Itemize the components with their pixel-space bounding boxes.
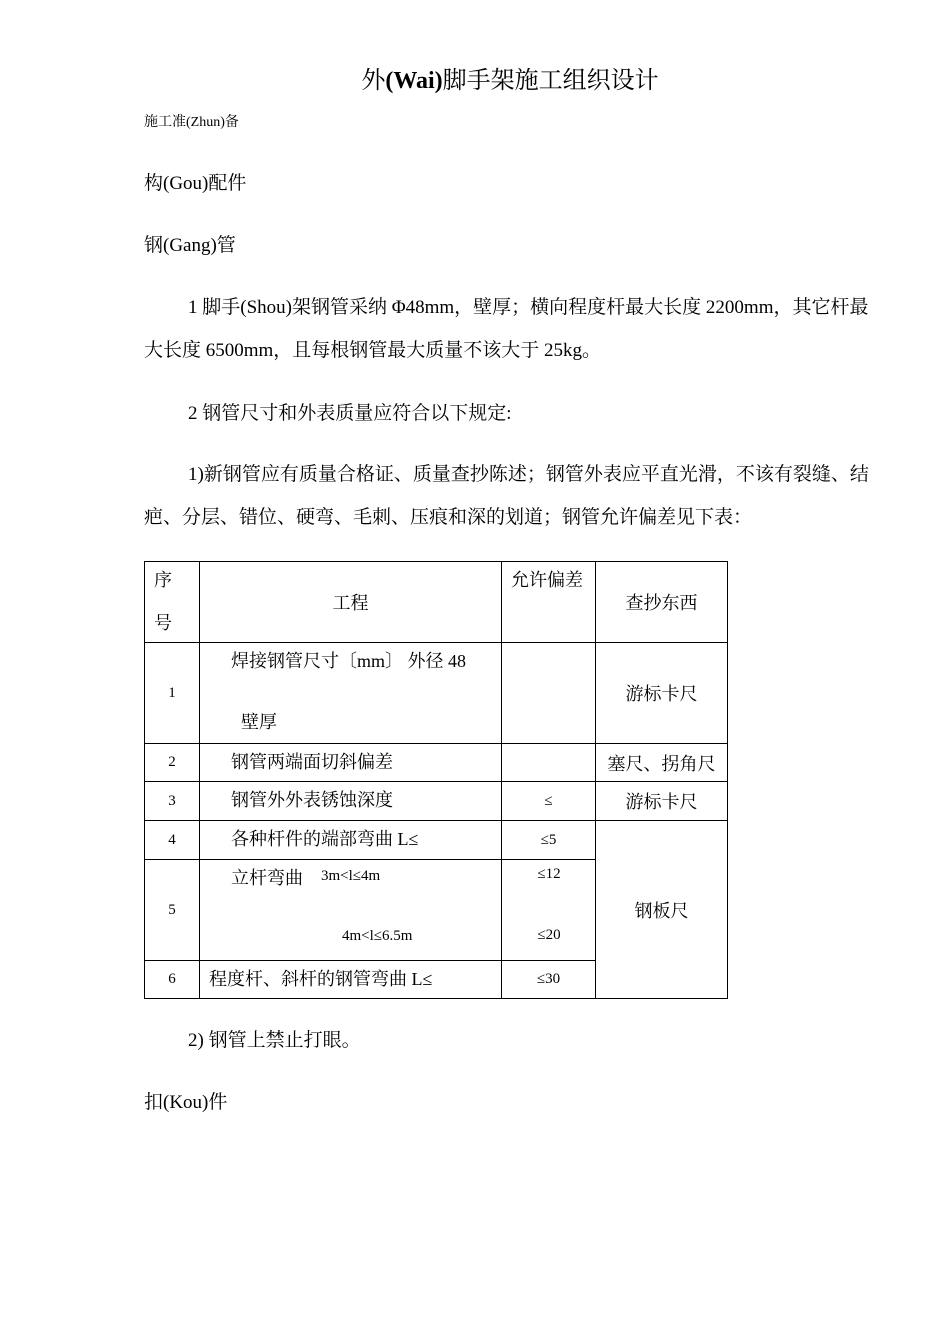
section-components: 构(Gou)配件 <box>144 173 247 194</box>
table-row <box>145 821 728 860</box>
row-tolerance <box>502 643 596 744</box>
row-item: 钢管两端面切斜偏差 <box>200 744 502 782</box>
row-item: 立杆弯曲 3m<l≤4m 4m<l≤6.5m <box>200 860 502 961</box>
table-row <box>145 782 728 821</box>
header-check-tool: 查抄东西 <box>596 562 728 643</box>
document-title: 外(Wai)脚手架施工组织设计 <box>361 68 659 94</box>
row-seq: 2 <box>145 744 200 782</box>
row-check-tool: 钢板尺 <box>596 821 728 999</box>
row-item: 钢管外外表锈蚀深度 <box>200 782 502 821</box>
row-item: 程度杆、斜杆的钢管弯曲 L≤ <box>200 961 502 999</box>
row-seq: 3 <box>145 782 200 821</box>
section-construction-prep: 施工准(Zhun)备 <box>144 115 239 130</box>
row-tolerance: ≤ <box>502 782 596 821</box>
row-check-tool: 游标卡尺 <box>596 643 728 744</box>
row-seq: 5 <box>145 860 200 961</box>
row-tolerance: ≤5 <box>502 821 596 860</box>
header-item: 工程 <box>200 562 502 643</box>
row-check-tool: 游标卡尺 <box>596 782 728 821</box>
row-item: 焊接钢管尺寸〔mm〕 外径 48 壁厚 <box>200 643 502 744</box>
paragraph-1-line-1: 1 脚手(Shou)架钢管采纳 Φ48mm，壁厚；横向程度杆最大长度 2200mm，其它杆最 <box>188 297 869 318</box>
row-tolerance: ≤30 <box>502 961 596 999</box>
table-row <box>145 643 728 744</box>
header-seq: 序 号 <box>145 562 200 643</box>
paragraph-3-line-2: 疤、分层、错位、硬弯、毛刺、压痕和深的划道；钢管允许偏差见下表： <box>144 507 753 528</box>
header-tolerance: 允许偏差 <box>502 562 596 643</box>
pipe-tolerance-table <box>144 561 728 999</box>
section-clamp: 扣(Kou)件 <box>144 1092 228 1113</box>
row-item: 各种杆件的端部弯曲 L≤ <box>200 821 502 860</box>
table-header-row <box>145 562 728 643</box>
row-seq: 1 <box>145 643 200 744</box>
row-tolerance: ≤12 ≤20 <box>502 860 596 961</box>
row-tolerance <box>502 744 596 782</box>
paragraph-4: 2) 钢管上禁止打眼。 <box>188 1030 361 1051</box>
row-seq: 6 <box>145 961 200 999</box>
paragraph-1-line-2: 大长度 6500mm，且每根钢管最大质量不该大于 25kg。 <box>144 340 602 361</box>
section-steel-pipe: 钢(Gang)管 <box>144 235 236 256</box>
row-seq: 4 <box>145 821 200 860</box>
paragraph-3-line-1: 1)新钢管应有质量合格证、质量查抄陈述；钢管外表应平直光滑，不该有裂缝、结 <box>188 464 869 485</box>
table-row <box>145 744 728 782</box>
row-check-tool: 塞尺、拐角尺 <box>596 744 728 782</box>
paragraph-2: 2 钢管尺寸和外表质量应符合以下规定: <box>188 403 512 424</box>
